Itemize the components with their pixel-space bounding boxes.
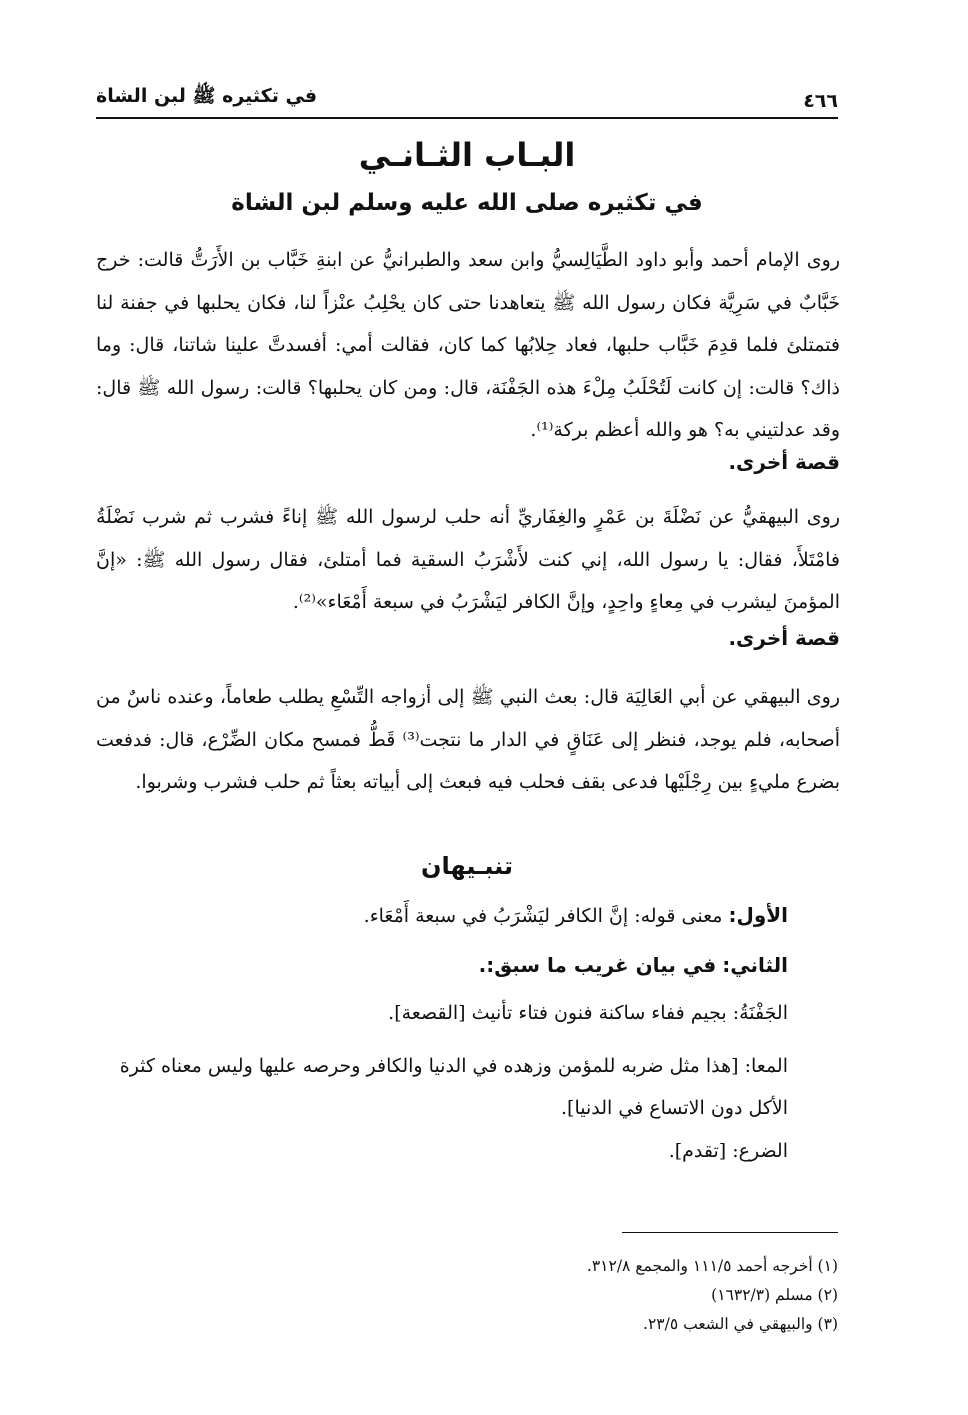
- note-first-text: معنى قوله: إنَّ الكافر ليَشْرَبُ في سبعة أَمْعَاء.: [363, 905, 723, 927]
- footnote-3: (٣) والبيهقي في الشعب ٢٣/٥.: [643, 1315, 838, 1333]
- story-heading-2: قصة أخرى.: [728, 626, 840, 650]
- note-first: [96, 900, 788, 931]
- gloss-maa: المعا: [هذا مثل ضربه للمؤمن وزهده في الدنيا والكافر وحرصه عليها وليس معناه كثرة الأكل دون الاتساع في الدنيا].: [119, 1055, 788, 1119]
- paragraph-1: روى الإمام أحمد وأبو داود الطَّيَالِسيُّ وابن سعد والطبرانيُّ عن ابنةِ خَبَّاب بن الأَرَتُّ قالت: خرج خَبَّابٌ في سَرِيَّة فكان رسول الله ﷺ يتعاهدنا حتى كان يحْلِبُ عنْزاً لنا، فكان يحلبها في جفنة لنا فتمتلئ فلما قدِمَ خَبَّاب حلبها، فعاد حِلابُها كما كان، فقالت أمي: أفسدتَّ علينا شاتنا، قال: وما ذاك؟ قالت: إن كانت لَتُحْلَبُ مِلْءَ هذه الجَفْنَة، قال: ومن كان يحلبها؟ قالت: رسول الله ﷺ قال: وقد عدلتيني به؟ هو والله أعظم بركة⁽¹⁾.: [96, 249, 840, 441]
- paragraph-3: روى البيهقي عن أبي العَالِيَة قال: بعث النبي ﷺ إلى أزواجه التِّسْعِ يطلب طعاماً، وعنده ناسٌ من أصحابه، فلم يوجد، فنظر إلى عَنَاقٍ في الدار ما نتجت⁽³⁾ قَطُّ فمسح مكان الضِّرْع، قال: فدفعت بضرع مليءٍ بين رِجْلَيْها فدعى بقف فحلب فيه فبعث إلى أبياته بعثاً ثم حلب فشرب وشربوا.: [96, 686, 840, 793]
- story-heading-1: قصة أخرى.: [728, 450, 840, 474]
- running-head-title: في تكثيره ﷺ لبن الشاة: [96, 85, 318, 107]
- running-head: [96, 78, 838, 112]
- tanbihat-title: تنبـيهان: [421, 852, 513, 880]
- footnote-2: (٢) مسلم (١٦٣٢/٣): [711, 1286, 838, 1304]
- page-number: ٤٦٦: [803, 90, 838, 112]
- paragraph-2: روى البيهقيُّ عن نَضْلَةَ بن عَمْرٍ والغِفَاريِّ أنه حلب لرسول الله ﷺ إناءً فشرب ثم شرب نَضْلَةُ فامْتَلأَ، فقال: يا رسول الله، إني كنت لأَشْرَبُ السقية فما أمتلئ، فقال رسول الله ﷺ: «إنَّ المؤمنَ ليشرب في مِعاءٍ واحِدٍ، وإنَّ الكافر ليَشْرَبُ في سبعة أَمْعَاء»⁽²⁾.: [96, 506, 841, 613]
- footnote-1: (١) أخرجه أحمد ١١١/٥ والمجمع ٣١٢/٨.: [586, 1257, 838, 1275]
- footnote-rule: [622, 1232, 838, 1233]
- note-first-label: الأول:: [728, 903, 788, 927]
- gloss-jafna: الجَفْنَةُ: بجيم ففاء ساكنة فنون فتاء تأنيث [القصعة].: [388, 1002, 788, 1024]
- chapter-subtitle: في تكثيره صلى الله عليه وسلم لبن الشاة: [231, 190, 703, 216]
- chapter-title: البـاب الثـانـي: [358, 136, 576, 174]
- note-second-label: الثاني:: [722, 953, 788, 977]
- note-second-text: في بيان غريب ما سبق:.: [478, 953, 717, 977]
- gloss-dar: الضرع: [تقدم].: [668, 1140, 788, 1162]
- note-second: [96, 950, 788, 981]
- header-rule: [96, 117, 838, 119]
